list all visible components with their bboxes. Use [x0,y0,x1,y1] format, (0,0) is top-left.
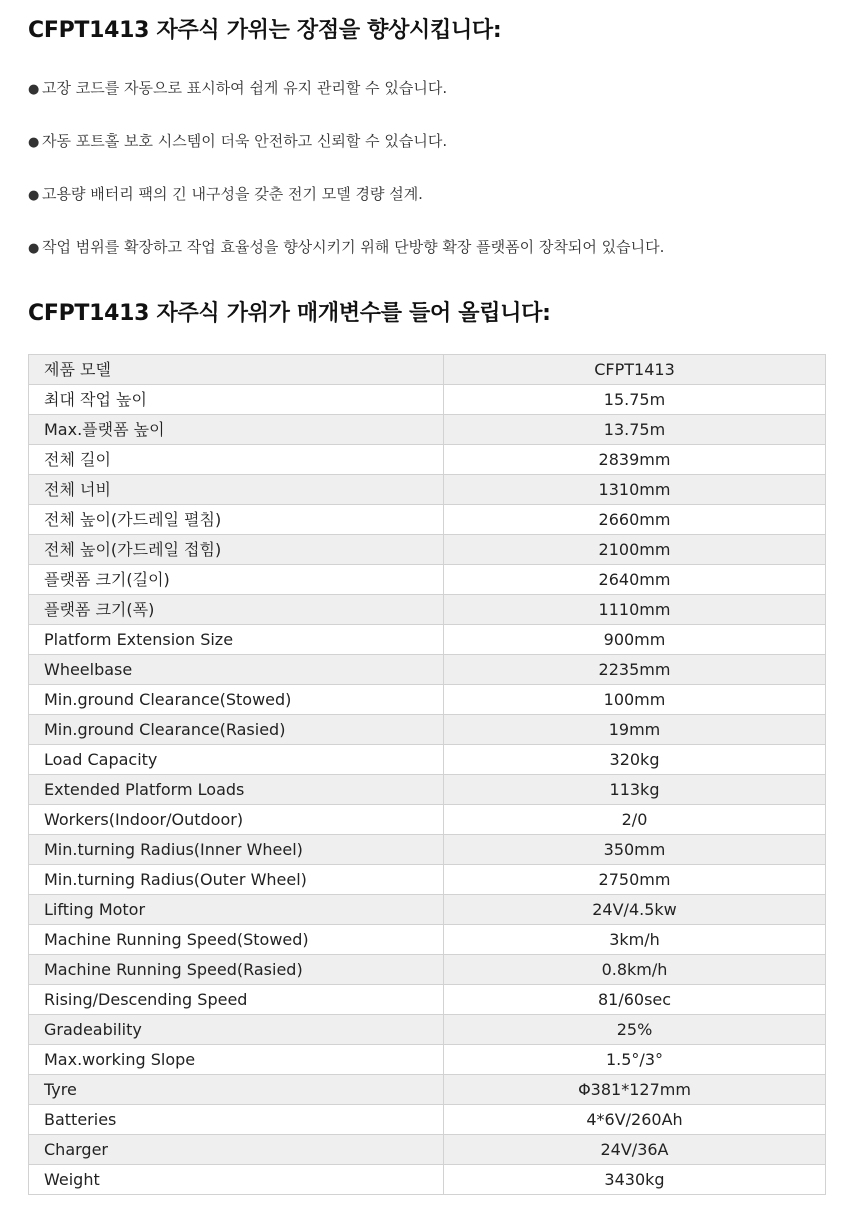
spec-value: 1110mm [444,595,826,625]
table-row [29,805,826,835]
spec-value: 113kg [444,775,826,805]
spec-value: 2235mm [444,655,826,685]
table-row [29,955,826,985]
feature-list [28,74,664,286]
table-row [29,385,826,415]
spec-value: 900mm [444,625,826,655]
spec-value: 25% [444,1015,826,1045]
table-row [29,865,826,895]
spec-value: 1.5°/3° [444,1045,826,1075]
spec-label: Min.turning Radius(Outer Wheel) [29,865,444,895]
spec-value: 81/60sec [444,985,826,1015]
spec-label: Workers(Indoor/Outdoor) [29,805,444,835]
spec-label: 전체 높이(가드레일 접힘) [29,535,444,565]
table-row [29,1015,826,1045]
spec-label: 플랫폼 크기(폭) [29,595,444,625]
table-row [29,415,826,445]
spec-value: 3430kg [444,1165,826,1195]
spec-label: Min.turning Radius(Inner Wheel) [29,835,444,865]
bullet-icon: ● [28,241,40,256]
advantages-heading: CFPT1413 자주식 가위는 장점을 향상시킵니다: [28,18,502,43]
spec-label: 플랫폼 크기(길이) [29,565,444,595]
spec-label: 전체 길이 [29,445,444,475]
table-row [29,895,826,925]
spec-value: Φ381*127mm [444,1075,826,1105]
spec-table-body [29,355,826,1195]
feature-text: 작업 범위를 확장하고 작업 효율성을 향상시키기 위해 단방향 확장 플랫폼이 장착되어 있습니다. [42,238,665,256]
spec-value: 2/0 [444,805,826,835]
table-row [29,535,826,565]
spec-value: 15.75m [444,385,826,415]
spec-value: 2750mm [444,865,826,895]
spec-label: 최대 작업 높이 [29,385,444,415]
spec-value: 19mm [444,715,826,745]
spec-label: 전체 높이(가드레일 펼침) [29,505,444,535]
table-row [29,655,826,685]
spec-value: 24V/4.5kw [444,895,826,925]
spec-value: 0.8km/h [444,955,826,985]
spec-label: Max.working Slope [29,1045,444,1075]
spec-value: 2839mm [444,445,826,475]
spec-value: 350mm [444,835,826,865]
spec-value: CFPT1413 [444,355,826,385]
table-row [29,565,826,595]
bullet-icon: ● [28,82,40,97]
feature-text: 고용량 배터리 팩의 긴 내구성을 갖춘 전기 모델 경량 설계. [42,185,423,203]
spec-value: 2640mm [444,565,826,595]
table-row [29,445,826,475]
spec-label: Rising/Descending Speed [29,985,444,1015]
spec-value: 3km/h [444,925,826,955]
spec-label: Batteries [29,1105,444,1135]
spec-label: Machine Running Speed(Stowed) [29,925,444,955]
spec-label: 전체 너비 [29,475,444,505]
feature-text: 자동 포트홀 보호 시스템이 더욱 안전하고 신뢰할 수 있습니다. [42,132,448,150]
spec-label: Platform Extension Size [29,625,444,655]
spec-label: Wheelbase [29,655,444,685]
spec-label: Min.ground Clearance(Stowed) [29,685,444,715]
table-row [29,355,826,385]
feature-item [28,233,664,286]
spec-value: 4*6V/260Ah [444,1105,826,1135]
table-row [29,925,826,955]
spec-value: 2100mm [444,535,826,565]
table-row [29,505,826,535]
spec-value: 13.75m [444,415,826,445]
spec-label: 제품 모델 [29,355,444,385]
spec-value: 2660mm [444,505,826,535]
feature-item [28,180,664,233]
table-row [29,625,826,655]
feature-item [28,74,664,127]
table-row [29,745,826,775]
spec-value: 100mm [444,685,826,715]
spec-table [28,354,826,1195]
spec-value: 320kg [444,745,826,775]
spec-label: Weight [29,1165,444,1195]
table-row [29,1045,826,1075]
spec-label: Min.ground Clearance(Rasied) [29,715,444,745]
spec-label: Gradeability [29,1015,444,1045]
spec-label: Max.플랫폼 높이 [29,415,444,445]
spec-value: 1310mm [444,475,826,505]
parameters-heading: CFPT1413 자주식 가위가 매개변수를 들어 올립니다: [28,301,551,326]
feature-text: 고장 코드를 자동으로 표시하여 쉽게 유지 관리할 수 있습니다. [42,79,448,97]
table-row [29,1165,826,1195]
spec-label: Charger [29,1135,444,1165]
table-row [29,1135,826,1165]
table-row [29,595,826,625]
spec-label: Extended Platform Loads [29,775,444,805]
table-row [29,1075,826,1105]
table-row [29,1105,826,1135]
table-row [29,715,826,745]
spec-label: Tyre [29,1075,444,1105]
bullet-icon: ● [28,188,40,203]
table-row [29,775,826,805]
spec-label: Machine Running Speed(Rasied) [29,955,444,985]
feature-item [28,127,664,180]
spec-label: Lifting Motor [29,895,444,925]
bullet-icon: ● [28,135,40,150]
table-row [29,985,826,1015]
spec-value: 24V/36A [444,1135,826,1165]
table-row [29,835,826,865]
spec-label: Load Capacity [29,745,444,775]
table-row [29,475,826,505]
table-row [29,685,826,715]
